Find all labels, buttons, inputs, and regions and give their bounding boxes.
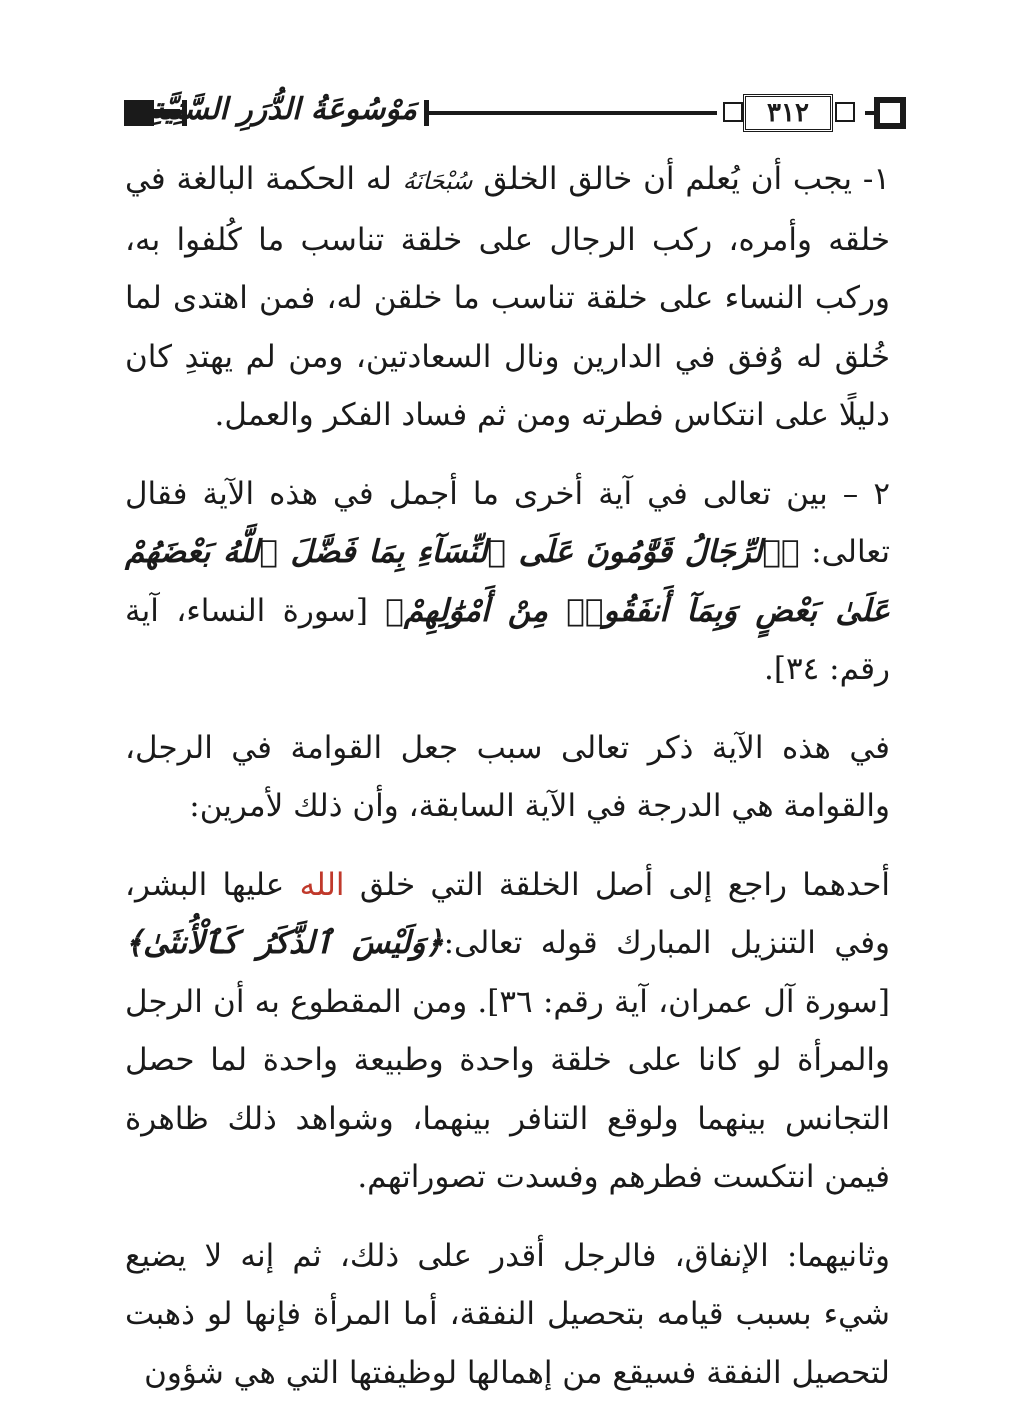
article-body <box>125 150 890 1402</box>
text-segment: أحدهما راجع إلى أصل الخلقة التي خلق <box>344 866 890 903</box>
page-number-frame <box>717 92 865 136</box>
paragraph-1 <box>125 150 890 445</box>
page-number: ٣١٢ <box>767 98 809 128</box>
frame-ornament-icon <box>723 102 743 122</box>
paragraph-5: وثانيهما: الإنفاق، فالرجل أقدر على ذلك، ثم إنه لا يضيع شيء بسبب قيامه بتحصيل النفقة، أما المرأة فإنها لو ذهبت لتحصيل النفقة فسيقع من إهمالها لوظيفتها التي هي شؤون <box>125 1237 890 1391</box>
text-segment: عليها البشر، وفي التنزيل المبارك قوله تعالى: <box>125 866 890 961</box>
quran-verse: ﴿ٱلرِّجَالُ قَوَّٰمُونَ عَلَى ٱلنِّسَآءِ بِمَا فَضَّلَ ٱللَّهُ بَعْضَهُمْ عَلَىٰ بَعْضٍ وَبِمَآ أَنفَقُوا۟ مِنْ أَمْوَٰلِهِمْ﴾ <box>125 534 890 629</box>
encyclopedia-title: مَوْسُوعَةُ الدُّرَرِ السَّنِيَّةِ <box>149 92 417 127</box>
header-right-square-ornament <box>874 97 906 129</box>
quran-verse: ﴿وَلَيْسَ ٱلذَّكَرُ كَٱلْأُنثَىٰ﴾ <box>125 925 444 961</box>
allah-highlight: الله <box>299 866 345 903</box>
header-rule <box>429 111 717 115</box>
frame-ornament-icon <box>835 102 855 122</box>
paragraph-3: في هذه الآية ذكر تعالى سبب جعل القوامة في الرجل، والقوامة هي الدرجة في الآية السابقة، وأن ذلك لأمرين: <box>125 729 890 824</box>
paragraph-2 <box>125 465 890 699</box>
paragraph-4 <box>125 856 890 1207</box>
verse-reference: [سورة النساء، آية رقم: ٣٤]. <box>125 592 890 687</box>
text-segment: ١- يجب أن يُعلم أن خالق الخلق <box>472 161 891 197</box>
text-segment: له الحكمة البالغة في خلقه وأمره، ركب الرجال على خلقة تناسب ما كُلفوا به، وركب النساء على خلقة تناسب ما خلقن له، فمن اهتدى لما خُلق له وُفق في الدارين ونال السعادتين، ومن لم يهتدِ كان دليلًا على انتكاس فطرته ومن ثم فساد الفكر والعمل. <box>125 161 890 433</box>
honorific: سُبْحَانَهُ <box>402 167 473 195</box>
text-segment: ٢ – بين تعالى في آية أخرى ما أجمل في هذه الآية فقال تعالى: <box>125 475 890 570</box>
text-segment: [سورة آل عمران، آية رقم: ٣٦]. ومن المقطوع به أن الرجل والمرأة لو كانا على خلقة واحدة وطبيعة واحدة لما حصل التجانس بينهما ولوقع التنافر بينهما، وشواهد ذلك ظاهرة فيمن انتكست فطرهم وفسدت تصوراتهم. <box>125 983 890 1195</box>
